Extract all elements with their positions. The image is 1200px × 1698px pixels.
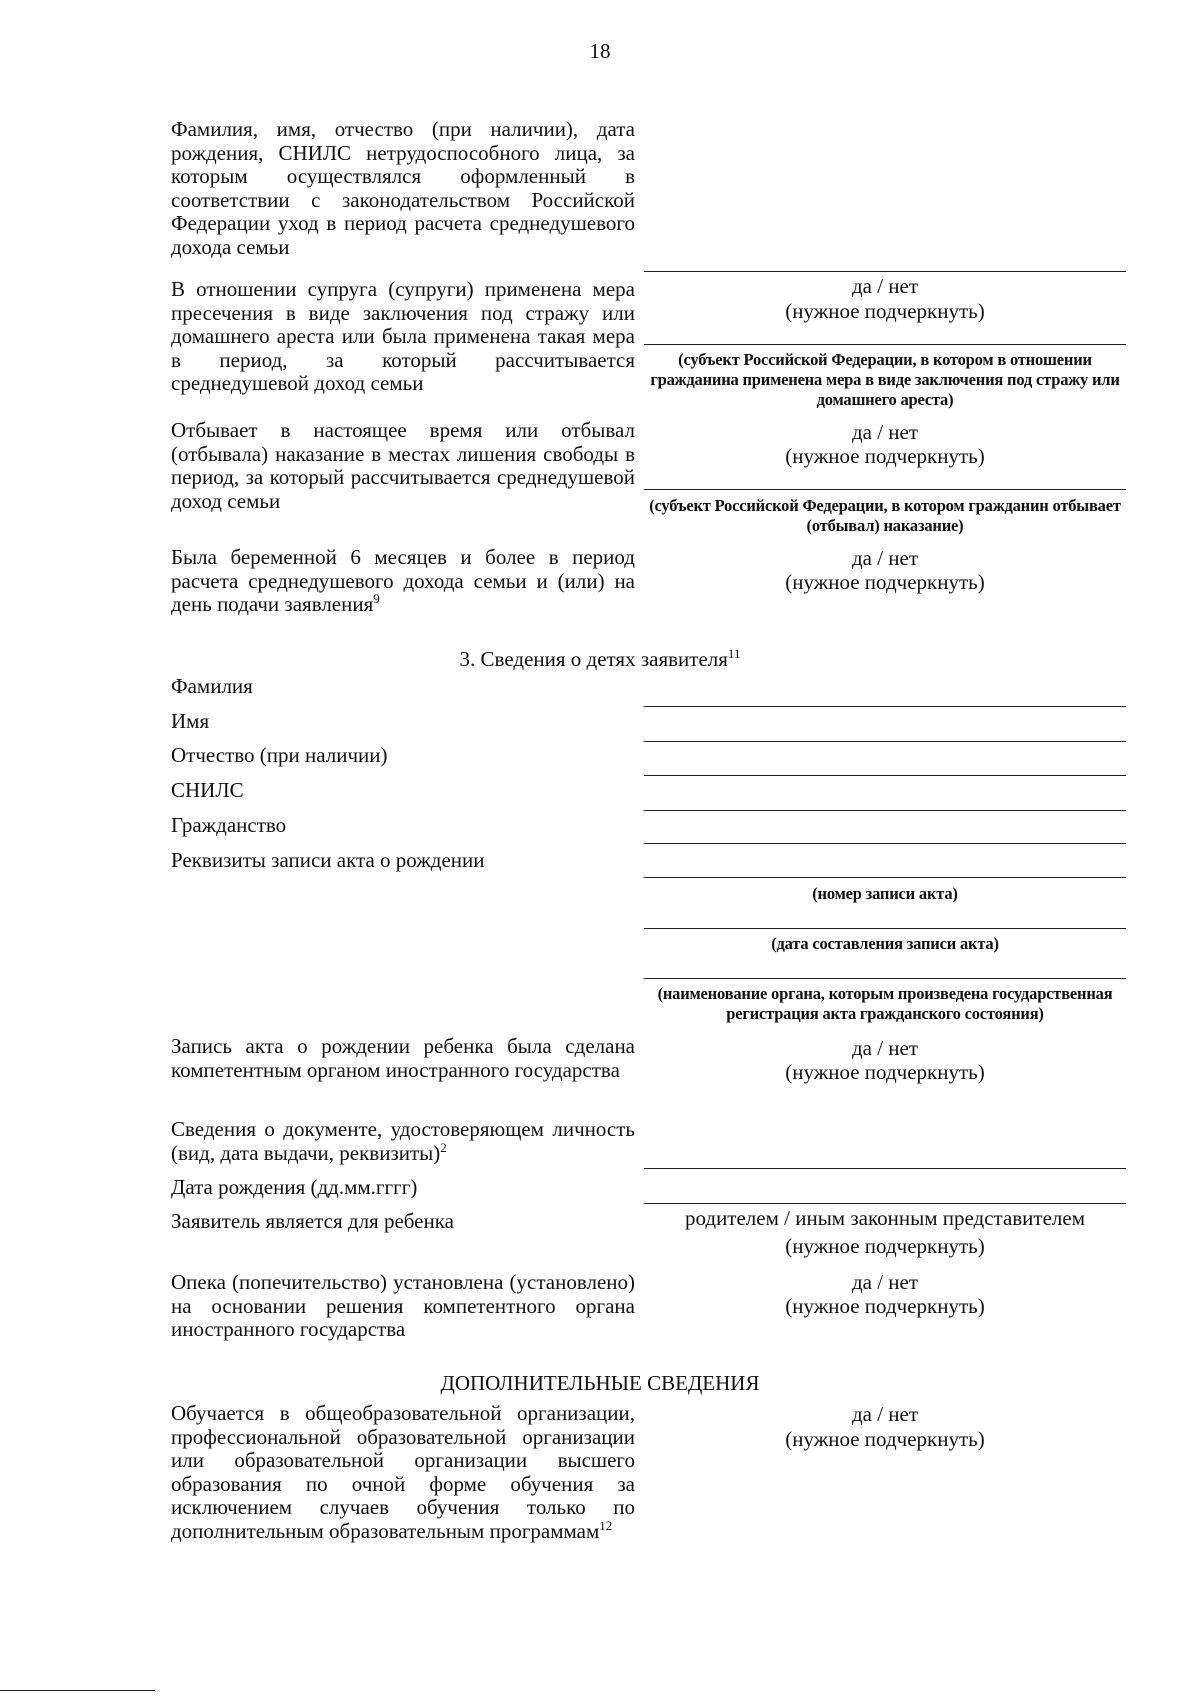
study-hint: (нужное подчеркнуть) [785, 1427, 985, 1451]
detention-yes-no[interactable]: да / нет [851, 274, 919, 298]
pregnancy-question-text: Была беременной 6 месяцев и более в период расчета среднедушевого дохода семьи и (или) на день подачи заявления [171, 545, 635, 616]
additional-info-title: ДОПОЛНИТЕЛЬНЫЕ СВЕДЕНИЯ [440, 1371, 760, 1395]
surname-line[interactable] [644, 706, 1126, 707]
record-authority-line[interactable] [644, 978, 1126, 979]
foreign-record-hint: (нужное подчеркнуть) [785, 1060, 985, 1084]
care-question: Фамилия, имя, отчество (при наличии), дата рождения, СНИЛС нетрудоспособного лица, за которым осуществлялся оформленный в соответствии с законодательством Российской Федерации уход в период расчета среднедушевого дохода семьи [171, 117, 635, 259]
name-line[interactable] [644, 741, 1126, 742]
birth-record-label: Реквизиты записи акта о рождении [171, 848, 485, 872]
pregnancy-yes-no[interactable]: да / нет [851, 546, 919, 570]
record-number-caption: (номер записи акта) [812, 884, 958, 903]
detention-hint: (нужное подчеркнуть) [785, 299, 985, 323]
study-question [171, 1402, 635, 1543]
birth-date-label: Дата рождения (дд.мм.гггг) [171, 1175, 418, 1199]
study-yes-no[interactable]: да / нет [851, 1402, 919, 1426]
detention-region-caption: (субъект Российской Федерации, в котором в отношении гражданина применена мера в виде заключения под стражу или домашнего ареста) [650, 350, 1120, 409]
prison-yes-no[interactable]: да / нет [851, 420, 919, 444]
foreign-record-question: Запись акта о рождении ребенка была сделана компетентным органом иностранного государства [171, 1034, 635, 1082]
snils-line[interactable] [644, 810, 1126, 811]
footnote-ref-2: 2 [440, 1139, 447, 1155]
applicant-role-answer[interactable]: родителем / иным законным представителем [684, 1206, 1086, 1230]
citizenship-line[interactable] [644, 843, 1126, 844]
applicant-role-hint: (нужное подчеркнуть) [785, 1234, 985, 1258]
footnote-ref-12: 12 [599, 1517, 613, 1533]
record-number-line[interactable] [644, 877, 1126, 878]
patronymic-line[interactable] [644, 775, 1126, 776]
page-number: 18 [589, 39, 611, 63]
care-answer-line[interactable] [644, 271, 1126, 272]
record-date-caption: (дата составления записи акта) [771, 934, 999, 953]
patronymic-label: Отчество (при наличии) [171, 743, 388, 767]
surname-label: Фамилия [171, 674, 253, 698]
applicant-role-label: Заявитель является для ребенка [171, 1209, 454, 1233]
snils-label: СНИЛС [171, 778, 244, 802]
footnote-ref-11: 11 [727, 646, 741, 661]
id-document-question-text: Сведения о документе, удостоверяющем личность (вид, дата выдачи, реквизиты) [171, 1117, 635, 1165]
detention-question: В отношении супруга (супруги) применена мера пресечения в виде заключения под стражу или домашнего ареста или была применена такая мера в период, за который рассчитывается среднедушевой доход семьи [171, 277, 635, 395]
record-authority-caption: (наименование органа, которым произведена государственная регистрация акта гражданского состояния) [657, 984, 1113, 1023]
section-3-title-text: 3. Сведения о детях заявителя [459, 647, 728, 671]
record-date-line[interactable] [644, 928, 1126, 929]
id-document-line[interactable] [644, 1168, 1126, 1169]
pregnancy-question [171, 546, 635, 617]
footnote-ref-9: 9 [373, 591, 380, 606]
study-question-text: Обучается в общеобразовательной организации, профессиональной образовательной организации или образовательной организации высшего образования по очной форме обучения за исключением случаев обучения только по дополнительным образовательным программам [171, 1401, 635, 1543]
name-label: Имя [171, 709, 210, 733]
id-document-question [171, 1118, 635, 1165]
guardianship-hint: (нужное подчеркнуть) [785, 1294, 985, 1318]
section-3-title [0, 646, 1200, 672]
footnote-separator [0, 1690, 155, 1691]
prison-region-line[interactable] [644, 489, 1126, 490]
detention-region-line[interactable] [644, 344, 1126, 345]
citizenship-label: Гражданство [171, 813, 287, 837]
guardianship-question: Опека (попечительство) установлена (установлено) на основании решения компетентного органа иностранного государства [171, 1270, 635, 1341]
foreign-record-yes-no[interactable]: да / нет [851, 1036, 919, 1060]
prison-region-caption: (субъект Российской Федерации, в котором гражданин отбывает (отбывал) наказание) [649, 496, 1121, 535]
prison-hint: (нужное подчеркнуть) [785, 444, 985, 468]
prison-question: Отбывает в настоящее время или отбывал (отбывала) наказание в местах лишения свободы в период, за который рассчитывается среднедушевой доход семьи [171, 418, 635, 513]
pregnancy-hint: (нужное подчеркнуть) [785, 570, 985, 594]
birth-date-line[interactable] [644, 1203, 1126, 1204]
guardianship-yes-no[interactable]: да / нет [851, 1270, 919, 1294]
